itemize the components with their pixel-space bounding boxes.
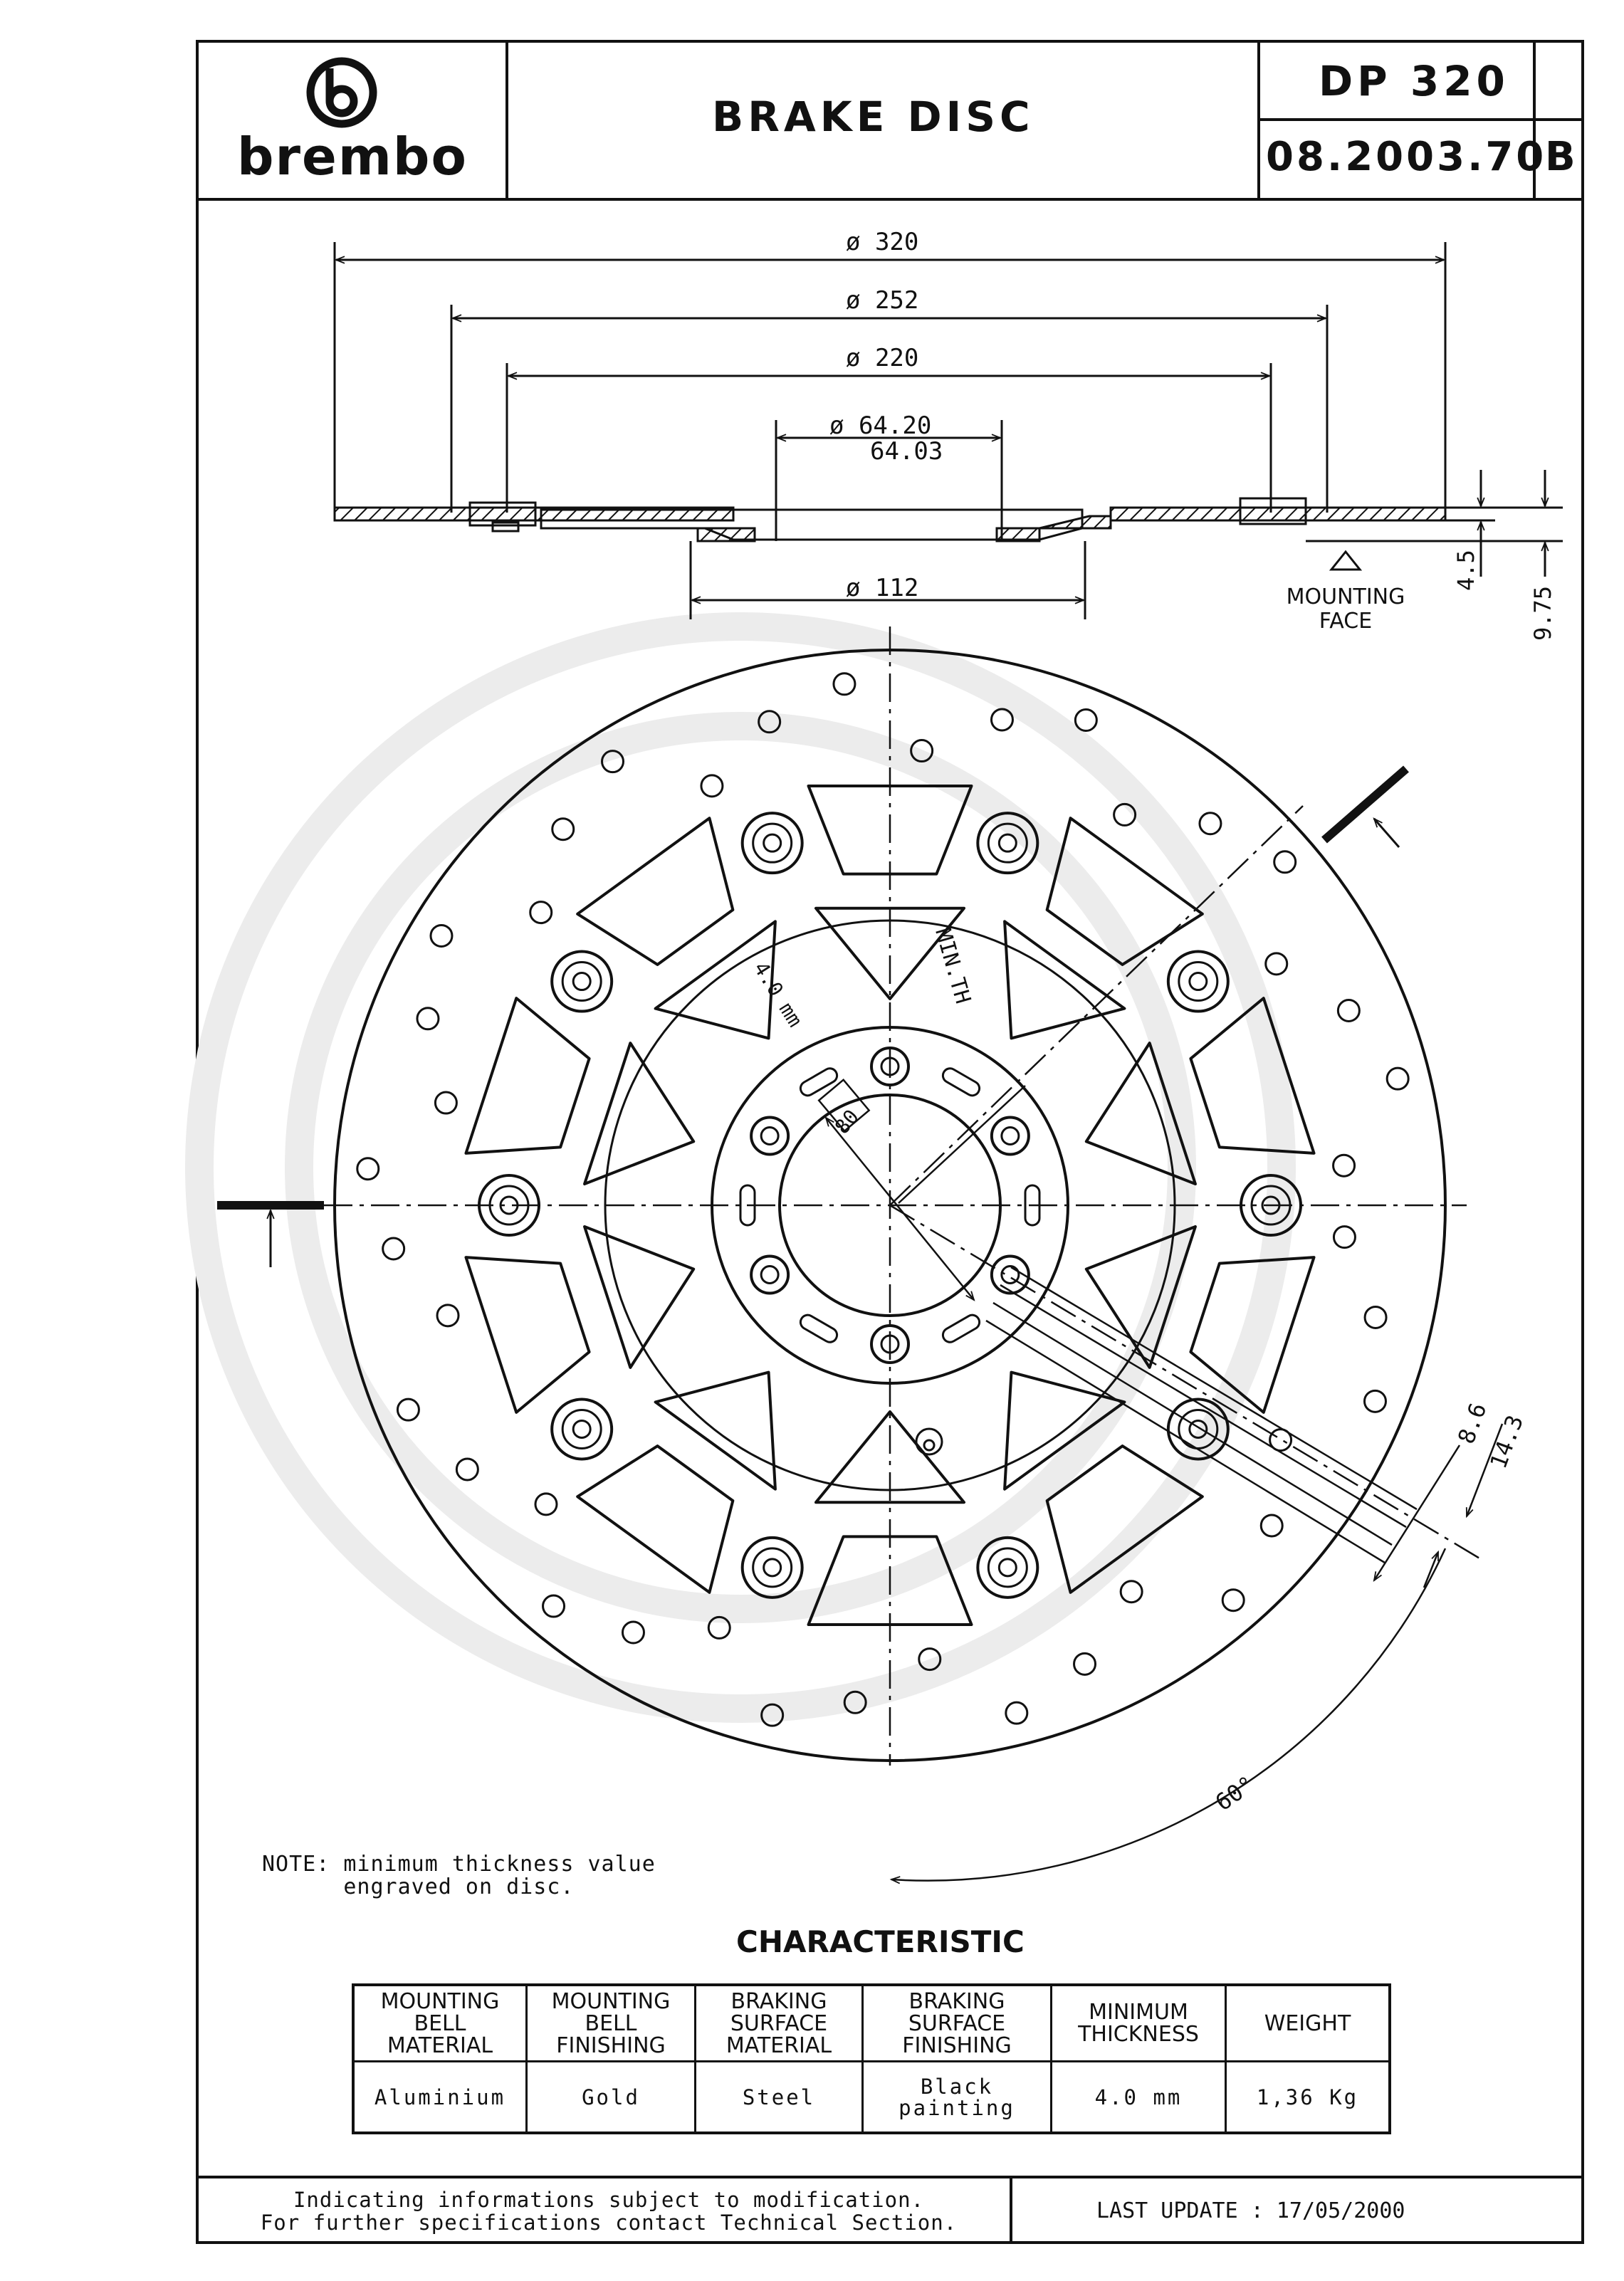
engraved-logo-icon bbox=[916, 1429, 942, 1454]
disc-code: DP 320 bbox=[1319, 57, 1509, 105]
drilled-hole bbox=[535, 1494, 557, 1515]
brand-logo-text: brembo bbox=[237, 127, 468, 187]
table-cell: Black painting bbox=[863, 2062, 1052, 2134]
part-number: 08.2003.70 bbox=[1266, 134, 1547, 180]
floating-button-ring bbox=[988, 1548, 1027, 1587]
dim-bore-max: ø 64.20 bbox=[829, 411, 932, 440]
hub-slot bbox=[941, 1313, 982, 1345]
drilled-hole bbox=[1338, 1000, 1359, 1021]
floating-button-ring bbox=[562, 1410, 601, 1448]
dim-thickness-small: 4.5 bbox=[1452, 550, 1479, 591]
brembo-logo-icon bbox=[310, 61, 373, 124]
drilled-hole bbox=[1222, 1590, 1244, 1611]
angle-label: 60° bbox=[1210, 1770, 1260, 1817]
dim-thickness-large: 9.75 bbox=[1529, 585, 1556, 641]
ring-window bbox=[466, 1257, 589, 1412]
drilled-hole bbox=[435, 1092, 456, 1113]
floating-button-hole bbox=[764, 834, 781, 851]
table-cell: Aluminium bbox=[353, 2062, 527, 2134]
carrier-window bbox=[585, 1227, 693, 1368]
drilled-hole bbox=[1121, 1581, 1142, 1603]
drilled-hole bbox=[552, 819, 574, 840]
floating-button-hole bbox=[573, 973, 590, 990]
table-row bbox=[353, 2062, 1390, 2134]
bolt-hole bbox=[751, 1257, 788, 1294]
characteristic-title: CHARACTERISTIC bbox=[736, 1924, 1025, 1959]
section-view bbox=[335, 242, 1563, 619]
bolt-hole-inner bbox=[1002, 1128, 1019, 1145]
drilled-hole bbox=[383, 1238, 404, 1259]
drilled-hole bbox=[437, 1305, 459, 1326]
drilled-hole bbox=[1365, 1306, 1386, 1328]
dim-220: ø 220 bbox=[846, 344, 919, 372]
floating-button-hole bbox=[764, 1559, 781, 1576]
drilled-hole bbox=[834, 673, 855, 695]
drilled-hole bbox=[1266, 953, 1287, 975]
table-header-cell: MINIMUM THICKNESS bbox=[1052, 1985, 1226, 2062]
dimension-lines bbox=[336, 260, 1545, 600]
min-th-value: 4.0 mm bbox=[749, 958, 807, 1032]
floating-button-ring bbox=[562, 963, 601, 1001]
floating-button bbox=[978, 1538, 1037, 1598]
drilled-hole bbox=[456, 1459, 478, 1480]
ring-window bbox=[577, 818, 733, 965]
bolt-hole bbox=[751, 1118, 788, 1155]
table-header-row bbox=[353, 1985, 1390, 2062]
table-cell: Steel bbox=[696, 2062, 863, 2134]
drilled-hole bbox=[1334, 1155, 1355, 1176]
drilled-hole bbox=[1200, 813, 1221, 834]
floating-button bbox=[743, 1538, 802, 1598]
drilled-hole bbox=[622, 1622, 644, 1643]
footer-info: Indicating informations subject to modification. For further specifications contact Technical Section. bbox=[260, 2188, 958, 2235]
offset-label: 80 bbox=[830, 1105, 864, 1139]
dim-252: ø 252 bbox=[846, 286, 919, 315]
table-header-cell: MOUNTING BELL MATERIAL bbox=[353, 1985, 527, 2062]
drilled-hole bbox=[530, 902, 552, 923]
drilled-hole bbox=[397, 1399, 419, 1420]
min-th-label: MIN.TH bbox=[930, 925, 975, 1007]
watermark bbox=[199, 626, 1282, 1709]
drilled-hole bbox=[701, 775, 723, 797]
floating-button bbox=[552, 952, 612, 1012]
drilled-hole bbox=[1075, 710, 1096, 731]
table-header-cell: MOUNTING BELL FINISHING bbox=[527, 1985, 696, 2062]
hole-dim-b: 14.3 bbox=[1484, 1411, 1529, 1472]
dim-112: ø 112 bbox=[846, 574, 919, 602]
table-cell: Gold bbox=[527, 2062, 696, 2134]
ring-window bbox=[466, 998, 589, 1153]
table-header-cell: WEIGHT bbox=[1226, 1985, 1390, 2062]
floating-button-hole bbox=[573, 1420, 590, 1437]
drilled-hole bbox=[1074, 1653, 1096, 1674]
bolt-hole-inner bbox=[761, 1267, 778, 1284]
hub-slot bbox=[798, 1066, 839, 1098]
drilled-hole bbox=[1274, 851, 1296, 873]
floating-button-ring bbox=[753, 1548, 792, 1587]
ring-window bbox=[577, 1446, 733, 1593]
drilled-hole bbox=[1006, 1702, 1027, 1724]
mounting-face-label: MOUNTING FACE bbox=[1286, 584, 1405, 634]
drilled-hole bbox=[357, 1158, 379, 1180]
characteristic-table bbox=[352, 1983, 1391, 2134]
floating-button-hole bbox=[1190, 973, 1207, 990]
table-cell: 1,36 Kg bbox=[1226, 2062, 1390, 2134]
table-cell: 4.0 mm bbox=[1052, 2062, 1226, 2134]
table-header-cell: BRAKING SURFACE MATERIAL bbox=[696, 1985, 863, 2062]
drilled-hole bbox=[1364, 1390, 1385, 1412]
bolt-hole-inner bbox=[761, 1128, 778, 1145]
document-title: BRAKE DISC bbox=[712, 93, 1034, 141]
drilled-hole bbox=[1387, 1068, 1408, 1089]
revision-letter: B bbox=[1545, 134, 1580, 180]
drilled-hole bbox=[1334, 1227, 1355, 1248]
section-cut-markers bbox=[217, 769, 1406, 1267]
drilled-hole bbox=[1261, 1515, 1282, 1536]
carrier-window bbox=[585, 1043, 693, 1184]
drilled-hole bbox=[431, 925, 452, 946]
drilled-hole bbox=[543, 1595, 565, 1617]
drilled-hole bbox=[417, 1008, 439, 1029]
floating-button-hole bbox=[999, 834, 1016, 851]
last-update: LAST UPDATE : 17/05/2000 bbox=[1096, 2198, 1405, 2223]
floating-button-ring bbox=[1179, 963, 1217, 1001]
note-text: NOTE: minimum thickness value engraved on disc. bbox=[262, 1852, 656, 1899]
floating-button bbox=[552, 1399, 612, 1459]
bolt-hole bbox=[992, 1118, 1029, 1155]
floating-button-ring bbox=[753, 824, 792, 862]
floating-button-hole bbox=[999, 1559, 1016, 1576]
hub-slot bbox=[941, 1066, 982, 1098]
drilled-hole bbox=[991, 709, 1012, 730]
floating-button bbox=[1168, 952, 1228, 1012]
table-header-cell: BRAKING SURFACE FINISHING bbox=[863, 1985, 1052, 2062]
hub-slot bbox=[798, 1313, 839, 1345]
dim-bore-min: 64.03 bbox=[870, 437, 943, 466]
floating-button bbox=[743, 813, 802, 873]
dim-outer-diameter: ø 320 bbox=[846, 228, 919, 256]
hole-dim-a: 8.6 bbox=[1452, 1399, 1492, 1447]
